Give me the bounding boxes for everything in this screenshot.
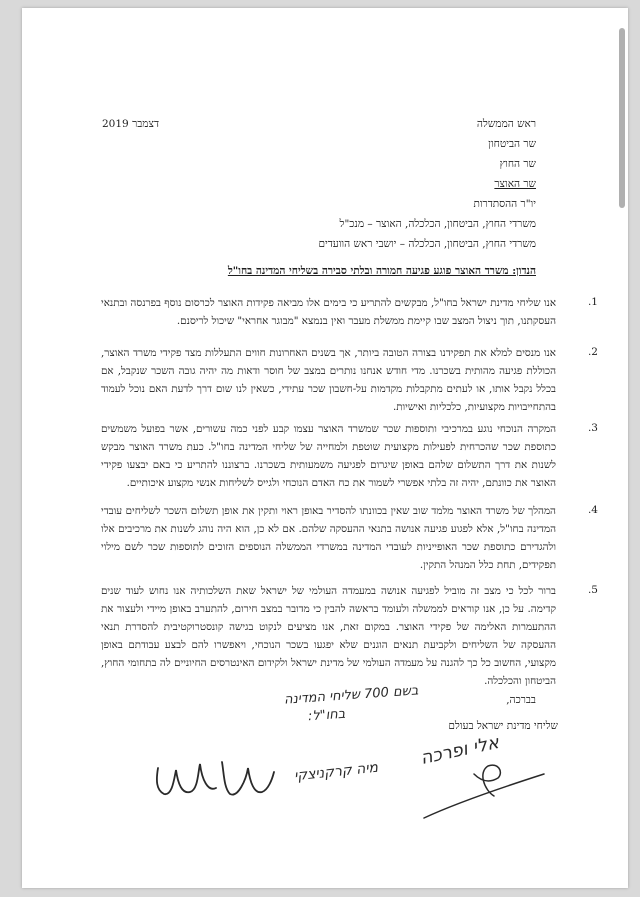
paragraph-5: ברור לכל כי מצב זה מוביל לפגיעה אנושה במעמדה העולמי של ישראל שאת השלכותיה אנו נחוש לעוד שנים קדימה. על כן, אנו קוראים לממשלה ולעומד בראשה להבין כי מדובר במצב חירום, להתערב באופן מיידי ולעצור את ההתעמרות האלימה של פקידי האוצר. במקום זאת, אנו מציעים לנקוט בגישה קונסטרוקטיבית להסדרת תנאי ההעסקה של השליחים ולקביעת תנאים הוגנים שלא יפגעו בשכר הנוכחי, ויאפשרו להם לבצע עבודתם באופן מקצועי, החשוב כל כך להגנה על מעמדה העולמי של מדינת ישראל ולקידום האינטרסים החיוניים לה בתחומי החוץ, הביטחון והכלכלה. [101,585,556,687]
recipient-defense-minister: שר הביטחון [488,138,536,150]
letter-closing: בברכה, [506,694,536,706]
recipient-prime-minister: ראש הממשלה [476,118,536,130]
handwritten-note-line2: בחו"ל: [307,706,346,725]
scrollbar[interactable] [619,28,625,208]
letter-date: דצמבר 2019 [102,118,160,130]
recipient-workers-committees: משרדי החוץ, הביטחון, הכלכלה – יושבי ראש הוועדים [318,238,536,250]
paragraph-number-2: .2 [587,346,598,358]
recipient-ministries-directors: משרדי החוץ, הביטחון, הכלכלה, האוצר – מנכ"ל [339,218,536,230]
handwritten-name-2: מיה קרקניצקי [293,759,379,785]
paragraph-4: המהלך של משרד האוצר מלמד שוב שאין בכוונתו להסדיר באופן ראוי ותקין את אופן תשלום השכר לשליחים עובדי המדינה בחו"ל, אלא לפגוע פגיעה אנושה בתנאי ההעסקה שלהם. אם לא כן, הוא היה נוהג לשנות את מרכיבים אלו ולהגדירם כתוספת שכר האופייניות לעובדי המדינה במשרדי הממשלה הנוספים הזוכים לתוספות שכר לשם מילוי תפקידים, תחת כלל המנהל התקין. [101,505,556,571]
handwritten-note-line1: בשם 700 שליחי המדינה [283,683,419,708]
signature-right [414,744,554,824]
paragraph-number-3: .3 [587,422,598,434]
letter-signatory: שליחי מדינת ישראל בעולם [448,720,558,732]
letter-subject: הנדון: משרד האוצר פוגע פגיעה חמורה ובלתי סבירה בשליחי המדינה בחו"ל [227,265,536,277]
paragraph-3: המקרה הנוכחי נוגע במרכיבי ותוספות שכר שמשרד האוצר עצמו קבע לפני כמה עשורים, אשר בפועל משמשים כתוספת שכר שהכרחית לפעילות מקצועית שוטפת ולמחייה של שליחי המדינה בחו"ל. כעת משרד האוצר מבקש לשנות את דרך התשלום שלהם באופן שיגרום לפגיעה משמעותית בשכרנו. ברצוננו להתריע כי באם יבצעו פקידי האוצר את כוונתם, יהיה זה בלתי אפשרי לשמור את כח האדם הנוכחי ולגייס לשליחות אנשי מקצוע איכותיים. [101,423,556,489]
letter-page [22,8,628,888]
handwritten-name-1: אלי ופרכה [418,731,501,770]
paragraph-2: אנו מנסים למלא את תפקידנו בצורה הטובה ביותר, אך בשנים האחרונות חווים התעללות מצד פקידי משרד האוצר, הכוללת פגיעה מהותית בשכרנו. מדי חודש אנחנו נותרים במצב של חוסר ודאות מה יהיה גובה השכר שנקבל, אם בכלל נקבל אותו, או לעתים מתקבלות מקדמות על-חשבון שכר עתידי, כשאין לנו שום דרך לדעת האם נוכל לעמוד בהתחייבויות מקצועיות, כלכליות ואישיות. [101,347,556,413]
paragraph-1: אנו שליחי מדינת ישראל בחו"ל, מבקשים להתריע כי בימים אלו מביאה פקידות האוצר לכרסום נוסף בפרנסה ובתנאי העסקתנו, תוך ניצול המצב שבו קיימת ממשלת מעבר ואין בנמצא "מבוגר אחראי" שיכול לריסנם. [101,297,556,327]
paragraph-number-5: .5 [587,584,598,596]
recipient-finance-minister: שר האוצר [494,178,536,190]
paragraph-number-1: .1 [587,296,598,308]
recipient-histadrut-chair: יו"ר ההסתדרות [473,198,536,210]
signature-left [150,750,280,810]
recipient-foreign-minister: שר החוץ [499,158,536,170]
paragraph-number-4: .4 [587,504,598,516]
